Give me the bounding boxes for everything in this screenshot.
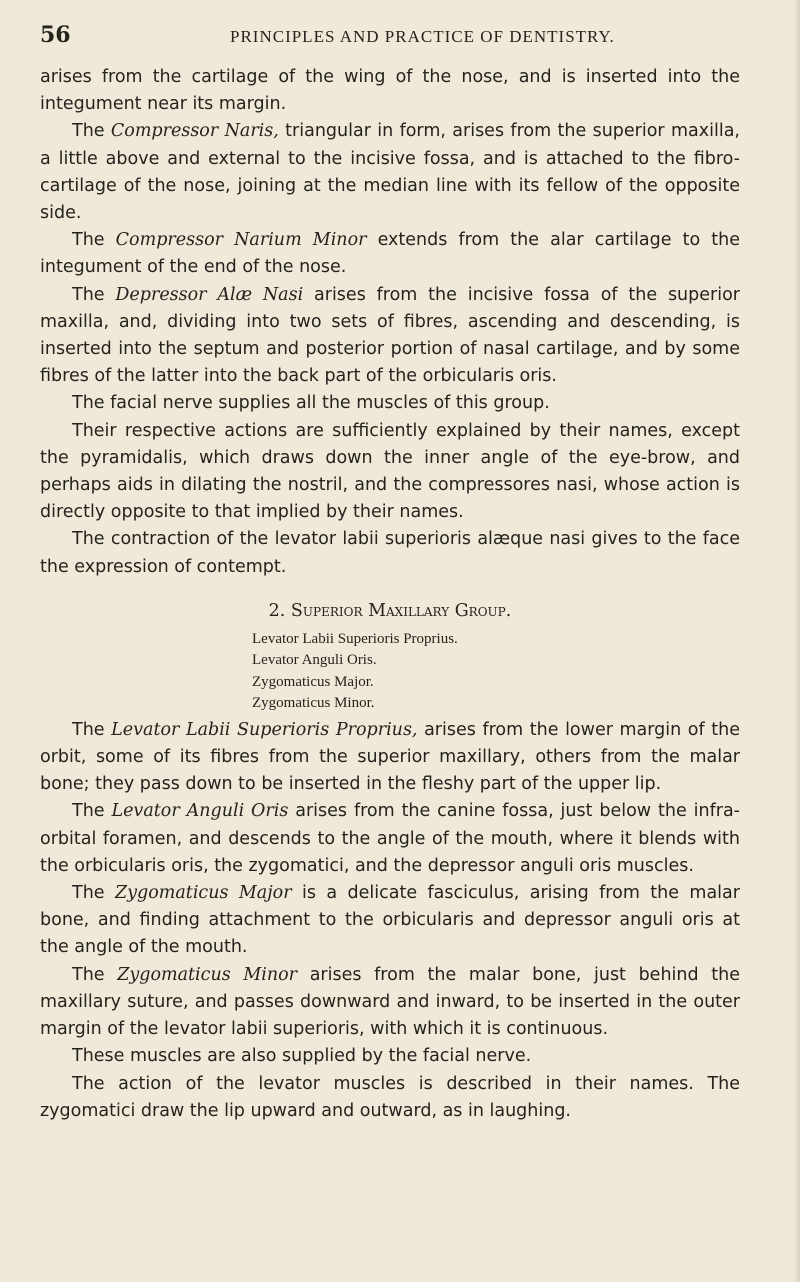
muscle-name: Compressor Narium Minor (115, 230, 367, 251)
paragraph-text: arises from the canine fossa, just below the infra-orbital foramen, and descends to the angle of the mouth, where it blends with the orbicularis oris, the zygomatici, and the depressor anguli oris muscles. (40, 801, 740, 876)
page-header (40, 22, 760, 54)
paragraph (40, 227, 740, 281)
paragraph (40, 962, 740, 1044)
muscle-list (40, 629, 740, 715)
muscle-name: Levator Labii Superioris Proprius, (111, 719, 418, 740)
running-head: PRINCIPLES AND PRACTICE OF DENTISTRY. (230, 27, 615, 46)
paragraph (40, 282, 740, 391)
paragraph (40, 118, 740, 227)
paragraph-text: The contraction of the levator labii superioris alæque nasi gives to the face the expression of contempt. (40, 529, 740, 577)
paragraph (40, 418, 740, 527)
muscle-name: Zygomaticus Minor (117, 964, 298, 985)
paragraph (40, 717, 740, 799)
paragraph-text: The facial nerve supplies all the muscles of this group. (72, 393, 550, 414)
paragraph-text: Their respective actions are sufficiently explained by their names, except the pyramidalis, which draws down the inner angle of the eye-brow, and perhaps aids in dilating the nostril, and the compressores nasi, whose action is directly opposite to that implied by their names. (40, 420, 740, 523)
page-body (40, 64, 740, 1125)
paragraph-text: The (72, 883, 115, 904)
muscle-name: Zygomaticus Major (114, 883, 292, 904)
paragraph (40, 798, 740, 880)
paragraph (40, 64, 740, 118)
paragraph (40, 1071, 740, 1125)
muscle-name: Levator Anguli Oris (111, 801, 289, 822)
paragraph-text: The (72, 719, 112, 740)
paragraph-text: These muscles are also supplied by the facial nerve. (72, 1046, 532, 1067)
paragraph-text: The (72, 230, 116, 251)
muscle-list-item: Zygomaticus Minor. (252, 695, 375, 712)
paragraph-text: The (72, 121, 111, 142)
paragraph-text: arises from the incisive fossa of the superior maxilla, and, dividing into two sets of fibres, ascending and descending, is inserted into the septum and posterior portion of nasal cartilage, and by some fibres of the latter into the back part of the orbicularis oris. (40, 284, 740, 387)
muscle-name: Depressor Alæ Nasi (115, 284, 304, 305)
paragraph-text: arises from the cartilage of the wing of the nose, and is inserted into the integument near its margin. (40, 67, 740, 115)
paragraph-text: The (72, 284, 116, 305)
paragraph-text: extends from the alar cartilage to the integument of the end of the nose. (40, 230, 740, 278)
muscle-list-item: Levator Labii Superioris Proprius. (252, 630, 458, 647)
paragraph-text: triangular in form, arises from the superior maxilla, a little above and external to the incisive fossa, and is attached to the fibro-cartilage of the nose, joining at the median line with its fellow of the opposite side. (40, 121, 740, 224)
paragraph (40, 880, 740, 962)
muscle-list-item: Levator Anguli Oris. (252, 652, 377, 669)
muscle-list-item: Zygomaticus Major. (252, 673, 374, 690)
paragraph-text: The (72, 964, 118, 985)
page-edge-shadow (794, 0, 800, 1282)
paragraph-text: arises from the lower margin of the orbit, some of its fibres from the superior maxillary, others from the malar bone; they pass down to be inserted in the fleshy part of the upper lip. (40, 719, 740, 795)
muscle-name: Compressor Naris, (110, 121, 279, 142)
paragraph-text: The action of the levator muscles is described in their names. The zygomatici draw the lip upward and outward, as in laughing. (40, 1073, 740, 1121)
paragraph (40, 526, 740, 580)
paragraph-text: is a delicate fasciculus, arising from the malar bone, and finding attachment to the orbicularis and depressor anguli oris at the angle of the mouth. (40, 883, 740, 958)
section-heading: 2. Superior Maxillary Group. (268, 600, 512, 621)
paragraph-text: The (72, 801, 112, 822)
paragraph (40, 390, 740, 417)
paragraph-text: arises from the malar bone, just behind the maxillary suture, and passes downward and inward, to be inserted in the outer margin of the levator labii superioris, with which it is continuous. (40, 964, 740, 1040)
page-number: 56 (40, 22, 71, 48)
paragraph (40, 1043, 740, 1070)
